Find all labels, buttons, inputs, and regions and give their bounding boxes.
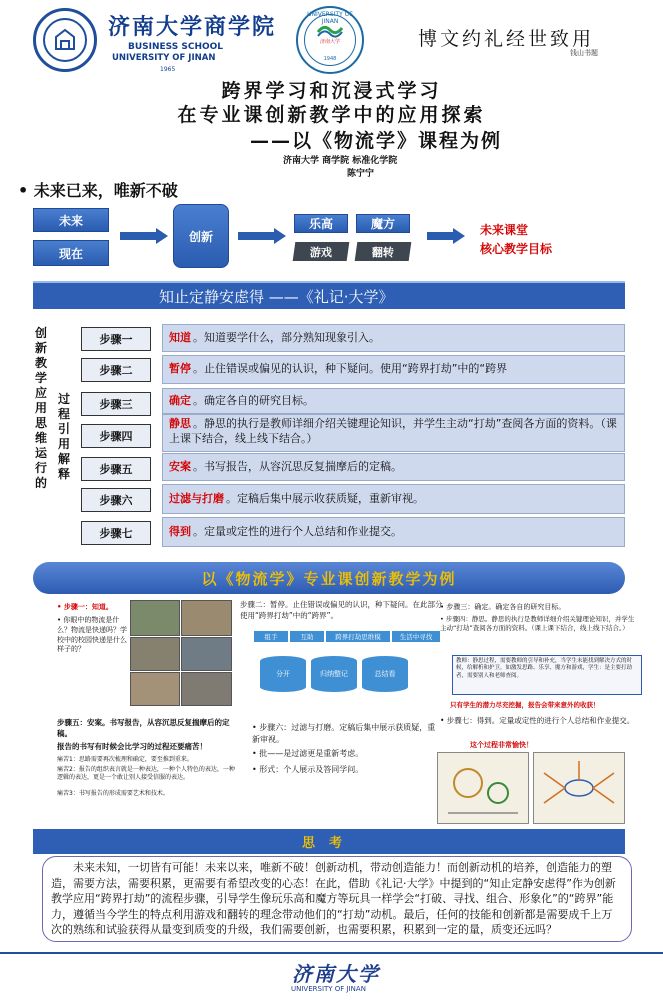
teacher-student-card: 教师：静思过程，需要教师的引导和补充，当学生未能找到解决方式的时候，给解析和护卫。如激发思路、乐享、魔方和游戏，学生：是主要打劫者，需要别人和老师查阅。: [452, 655, 642, 695]
flow-pill-4: 生活中寻找: [392, 631, 440, 642]
step-2-desc: 暂停 。止住错误或偏见的认识，种下疑问。使用“跨界打劫”中的“跨界: [162, 355, 625, 384]
tag-flip: 翻转: [355, 242, 412, 261]
courier-photo: [130, 600, 180, 636]
pain-point-3: 痛苦3：书写报告的形成需要艺术和技术。: [57, 790, 169, 797]
gallery-step2-text: 步骤二：暂停。止住错误或偏见的认识，种下疑问。在此部分使用“跨界打劫”中的“跨界”。: [240, 600, 443, 620]
gallery-step4-note: 只有学生的潜力尽充挖掘，报告会带来意外的收获！: [450, 701, 600, 709]
school-univ-en: UNIVERSITY OF JINAN: [112, 53, 216, 63]
gallery-step5-text: 报告的书写有时候会比学习的过程还要痛苦！: [57, 742, 207, 751]
seal-year: 1948: [323, 56, 337, 62]
step-1-button[interactable]: 步骤一: [81, 327, 151, 351]
future-heading: • 未来已来，唯新不破: [18, 181, 178, 200]
gallery-step3-text: • 步骤三：确定。确定各自的研究目标。: [440, 603, 566, 611]
step-5-desc: 安案 。书写报告，从容沉思反复揣摩后的定稿。: [162, 453, 625, 481]
title-line-1: 跨界学习和沉浸式学习: [221, 80, 442, 102]
reflection-text: 未来未知，一切皆有可能！未来以来，唯新不破！创新动机，带动创造能力！而创新动机的培养，创造能力的塑造，需要方法，需要积累，更需要有希望改变的心态！在此，借助《礼记·大学》中提到的“知止定静安虑得”作为创新教学应用“跨界打劫”的流程步骤，引导学生像玩乐高和魔方等玩具一样学会“打破、寻找、组合、形象化”的“跨界”能力，遵循当今学生的特点利用游戏和翻转的理念带动他们的“打劫”动机。最后，任何的技能和创新都是需要成千上万次的熟练和试验获得从量变到质变的升级，我们需要创新，也需要积累，积累到一定的量，质变还远吗？: [42, 856, 632, 942]
vertical-label: 创新教学应用思维运行的: [35, 326, 48, 490]
footer-logo-en: UNIVERSITY OF JINAN: [291, 985, 366, 993]
quote-banner: 知止定静安虑得 ——《礼记·大学》: [33, 281, 625, 309]
gallery-step6-form: • 形式：个人展示及答同学问。: [252, 765, 364, 774]
gallery-step4-text: • 步骤四：静思。静思的执行是教师详细介绍关键理论知识，并学生主动“打劫”查阅各方面的资料。（课上课下结合，线上线下结合。）: [440, 615, 635, 633]
school-name-cn: 济南大学商学院: [108, 14, 277, 40]
arrow-2-body: [238, 232, 276, 240]
seal-text-mid: 济南大学: [319, 39, 340, 45]
box-future: 未来: [33, 208, 109, 232]
reflection-banner: 思考: [33, 829, 625, 854]
title-line-3: ——以《物流学》课程为例: [250, 130, 503, 152]
courier-photo: [181, 600, 232, 636]
flow-cylinder-1: 分开: [260, 656, 306, 692]
gallery-step1-question: • 你眼中的物流是什么？物流是快递吗？学校中的校园快递是什么样子的？: [57, 616, 127, 654]
seal-emblem-icon: [43, 18, 87, 62]
flow-pill-3: 跨界打劫思维模: [326, 631, 390, 642]
step-6-button[interactable]: 步骤六: [81, 488, 151, 512]
flow-cylinder-3: 总结看: [362, 656, 408, 692]
case-banner: 以《物流学》专业课创新教学为例: [33, 562, 625, 594]
flow-pill-1: 组手: [254, 631, 288, 642]
arrow-3-icon: [453, 228, 465, 244]
gallery-step7-text: • 步骤七：得到。定量或定性的进行个人总结和作业提交。: [440, 716, 635, 725]
gallery-step1-title: • 步骤一：知道。: [57, 603, 113, 611]
courier-photo: [130, 672, 180, 706]
arrow-2-icon: [274, 228, 286, 244]
tag-lego: 乐高: [294, 214, 348, 233]
step-7-desc: 得到 。定量或定性的进行个人总结和作业提交。: [162, 517, 625, 547]
university-seal: [296, 6, 364, 74]
box-innovation: 创新: [173, 204, 229, 268]
courier-photo: [181, 672, 232, 706]
seal-wave-icon: [316, 22, 344, 38]
step-4-button[interactable]: 步骤四: [81, 424, 151, 448]
step-1-desc: 知道 。知道要学什么，部分熟知现象引入。: [162, 324, 625, 352]
title-line-2: 在专业课创新教学中的应用探索: [177, 104, 486, 126]
arrow-1-body: [120, 232, 158, 240]
step-5-button[interactable]: 步骤五: [81, 457, 151, 481]
courier-photo: [130, 637, 180, 671]
box-now: 现在: [33, 240, 109, 266]
step-7-button[interactable]: 步骤七: [81, 521, 151, 545]
result-teaching-goal: 核心教学目标: [480, 242, 553, 256]
gallery-step7-note: 这个过程非常愉快！: [470, 741, 533, 749]
seal-text-top: UNIVERSITY OF JINAN: [307, 11, 353, 25]
author-name: 陈宁宁: [347, 169, 375, 179]
result-future-classroom: 未来课堂: [480, 223, 529, 237]
motto-signature: 钱山书题: [570, 49, 598, 57]
student-mindmap: [533, 752, 625, 824]
step-6-desc: 过滤与打磨 。定稿后集中展示收获质疑，重新审视。: [162, 484, 625, 514]
tag-rubiks-cube: 魔方: [356, 214, 410, 233]
school-name-en: BUSINESS SCHOOL: [128, 42, 224, 52]
pain-point-2: 痛苦2：报告的组织表言就是一种表达，一种个人特色的表达，一种逻辑的表达，更是一个敢让别人接受信服的表达。: [57, 766, 235, 782]
pain-point-1: 痛苦1：思路需要再次梳理和确定，要至推到重来。: [57, 756, 193, 763]
student-drawing: [437, 752, 529, 824]
flow-cylinder-2: 归纳整记: [311, 656, 357, 692]
gallery-step6-filter: • 批——是过滤更是重新考虑。: [252, 749, 364, 758]
flow-pill-2: 互助: [290, 631, 324, 642]
step-4-desc: 静思 。静思的执行是教师详细介绍关键理论知识，并学生主动“打劫”查阅各方面的资料。（课上课下结合，线上线下结合。）: [162, 414, 625, 452]
school-motto: 博文约礼经世致用: [418, 28, 595, 50]
author-affiliation: 济南大学 商学院 标准化学院: [283, 156, 398, 166]
arrow-3-body: [427, 232, 455, 240]
footer-logo: 济南大学: [292, 962, 380, 986]
step-2-button[interactable]: 步骤二: [81, 358, 151, 382]
business-school-seal: [33, 8, 97, 72]
gallery-step6-text: • 步骤六：过滤与打磨。定稿后集中展示获质疑，重新审视。: [252, 723, 436, 744]
gallery-step5-title: 步骤五：安案。书写报告，从容沉思反复揣摩后的定稿。: [57, 718, 230, 738]
step-3-desc: 确定 。确定各自的研究目标。: [162, 388, 625, 414]
step-3-button[interactable]: 步骤三: [81, 392, 151, 416]
process-label: 过程引用解释: [58, 392, 71, 481]
school-year: 1965: [160, 66, 176, 73]
arrow-1-icon: [156, 228, 168, 244]
courier-photo: [181, 637, 232, 671]
tag-game: 游戏: [293, 242, 350, 261]
